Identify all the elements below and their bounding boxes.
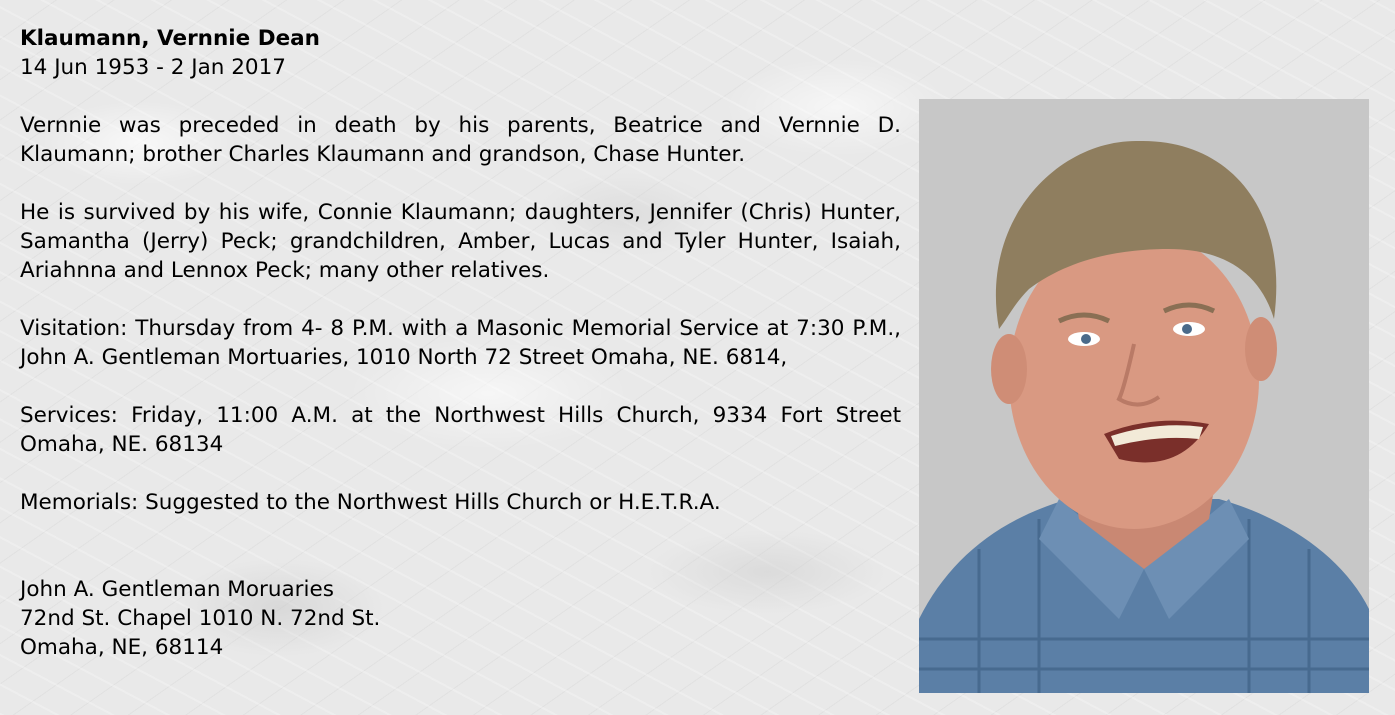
services-paragraph: Services: Friday, 11:00 A.M. at the Northwest Hills Church, 9334 Fort Street Omaha, NE. 68134: [20, 403, 901, 457]
address-line-2: 72nd St. Chapel 1010 N. 72nd St.: [20, 606, 381, 631]
address-line-3: Omaha, NE, 68114: [20, 635, 224, 660]
address-line-1: John A. Gentleman Moruaries: [20, 577, 334, 602]
obituary-text: [20, 24, 901, 662]
visitation-paragraph: Visitation: Thursday from 4- 8 P.M. with a Masonic Memorial Service at 7:30 P.M., John A. Gentleman Mortuaries, 1010 North 72 Street Omaha, NE. 6814,: [20, 316, 901, 370]
mortuary-address: [20, 575, 901, 662]
portrait-illustration: [919, 99, 1369, 693]
preceded-paragraph: Vernnie was preceded in death by his parents, Beatrice and Vernnie D. Klaumann; brother Charles Klaumann and grandson, Chase Hunter.: [20, 113, 901, 167]
survived-paragraph: He is survived by his wife, Connie Klaumann; daughters, Jennifer (Chris) Hunter, Samantha (Jerry) Peck; grandchildren, Amber, Lucas and Tyler Hunter, Isaiah, Ariahnna and Lennox Peck; many other relatives.: [20, 200, 901, 283]
portrait-photo: [919, 99, 1369, 693]
deceased-name: Klaumann, Vernnie Dean: [20, 26, 320, 51]
memorials-paragraph: Memorials: Suggested to the Northwest Hills Church or H.E.T.R.A.: [20, 490, 721, 515]
life-dates: 14 Jun 1953 - 2 Jan 2017: [20, 55, 286, 80]
